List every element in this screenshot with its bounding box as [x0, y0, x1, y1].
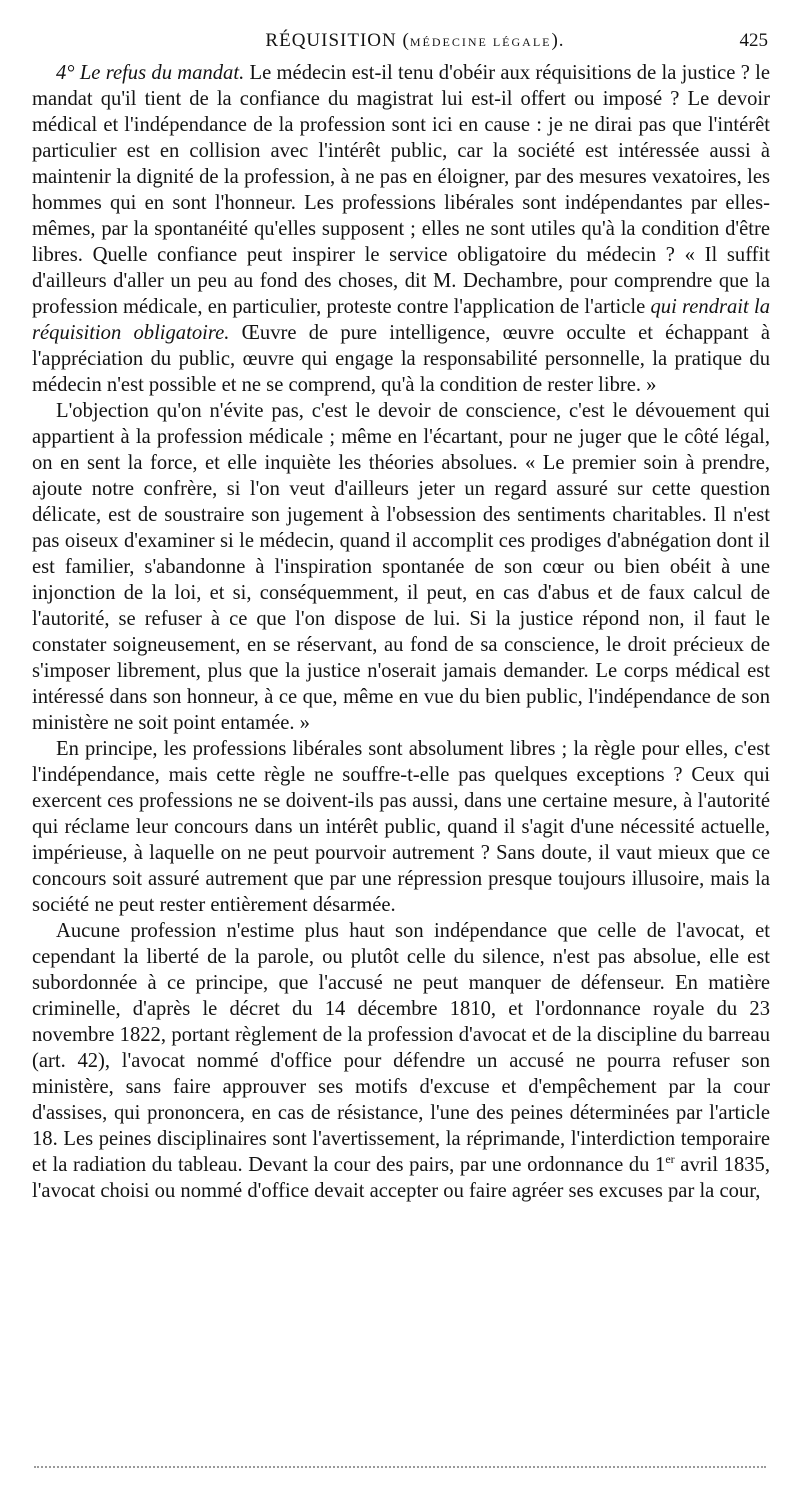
italic-text: 4° Le refus du mandat.	[56, 62, 245, 84]
footer-dotted-rule	[34, 1466, 766, 1468]
superscript: er	[665, 1152, 675, 1167]
paragraph	[32, 398, 770, 736]
running-header	[32, 30, 770, 60]
italic-text: qui rendrait la réquisition obligatoire.	[32, 296, 770, 344]
paragraph-text: L'objection qu'on n'évite pas, c'est le devoir de conscience, c'est le dévouement qui appartient à la profession médicale ; même en l'écartant, pour ne juger que le côté légal, on en sent la force, et elle inquiète les théories absolues. « Le premier soin à prendre, ajoute notre confrère, si l'on veut d'ailleurs jeter un regard assuré sur cette question délicate, est de soustraire son jugement à l'obsession des sentiments charitables. Il n'est pas oiseux d'examiner si le médecin, quand il accomplit ces prodiges d'abnégation dont il est familier, s'abandonne à l'inspiration spontanée de son cœur ou bien obéit à une injonction de la loi, et si, conséquemment, il peut, en cas d'abus et de faux calcul de l'autorité, se refuser à ce que l'on dispose de lui. Si la justice répond non, il faut le constater soigneusement, en se réservant, au fond de sa conscience, le droit précieux de s'imposer librement, plus que la justice n'oserait jamais demander. Le corps médical est intéressé dans son honneur, à ce que, même en vue du bien public, l'indépendance de son ministère ne soit point entamée. »	[32, 400, 770, 734]
paragraph	[32, 918, 770, 1204]
paragraph-text: En principe, les professions libérales sont absolument libres ; la règle pour elles, c'est l'indépendance, mais cette règle ne souffre-t-elle pas quelques exceptions ? Ceux qui exercent ces professions ne se doivent-ils pas aussi, dans une certaine mesure, à l'autorité qui réclame leur concours dans un intérêt public, quand il s'agit d'une nécessité actuelle, impérieuse, à laquelle on ne peut pourvoir autrement ? Sans doute, il vaut mieux que ce concours soit assuré autrement que par une répression presque toujours illusoire, mais la société ne peut rester entièrement désarmée.	[32, 738, 770, 916]
paragraph-text: avril 1835, l'avocat choisi ou nommé d'office devait accepter ou faire agréer ses excuses par la cour,	[32, 1154, 771, 1202]
paragraph	[32, 60, 770, 398]
running-title	[32, 30, 770, 52]
running-title-main: RÉQUISITION (	[265, 30, 410, 51]
document-page	[32, 30, 770, 1204]
running-title-smallcaps: MÉDECINE LÉGALE	[409, 35, 552, 49]
paragraph-text: Œuvre de pure intelligence, œuvre occulte et échappant à l'appréciation du public, œuvre qui engage la responsabilité personnelle, la pratique du médecin n'est possible et ne se comprend, qu'à la condition de rester libre. »	[32, 322, 770, 396]
paragraph	[32, 736, 770, 918]
paragraph-text: Le médecin est-il tenu d'obéir aux réquisitions de la justice ? le mandat qu'il tient de la confiance du magistrat lui est-il offert ou imposé ? Le devoir médical et l'indépendance de la profession sont ici en cause : je ne dirai pas que l'intérêt particulier est en collision avec l'intérêt public, car la société est intéressée aussi à maintenir la dignité de la profession, à ne pas en éloigner, par des mesures vexatoires, les hommes qui en sont l'honneur. Les professions libérales sont indépendantes par elles-mêmes, par la spontanéité qu'elles supposent ; elles ne sont utiles qu'à la condition d'être libres. Quelle confiance peut inspirer le service obligatoire du médecin ? « Il suffit d'ailleurs d'aller un peu au fond des choses, dit M. Dechambre, pour comprendre que la profession médicale, en particulier, proteste contre l'application de l'article	[32, 62, 771, 318]
body-text	[32, 60, 770, 1204]
paragraph-text: Aucune profession n'estime plus haut son indépendance que celle de l'avocat, et cependant la liberté de la parole, ou plutôt celle du silence, n'est pas absolue, elle est subordonnée à ce principe, que l'accusé ne peut manquer de défenseur. En matière criminelle, d'après le décret du 14 décembre 1810, et l'ordonnance royale du 23 novembre 1822, portant règlement de la profession d'avocat et de la discipline du barreau (art. 42), l'avocat nommé d'office pour défendre un accusé ne pourra refuser son ministère, sans faire approuver ses motifs d'excuse et d'empêchement par la cour d'assises, qui prononcera, en cas de résistance, l'une des peines déterminées par l'article 18. Les peines disciplinaires sont l'avertissement, la réprimande, l'interdiction temporaire et la radiation du tableau. Devant la cour des pairs, par une ordonnance du 1	[32, 920, 770, 1176]
running-title-end: ).	[551, 30, 565, 51]
page-number: 425	[739, 30, 768, 51]
